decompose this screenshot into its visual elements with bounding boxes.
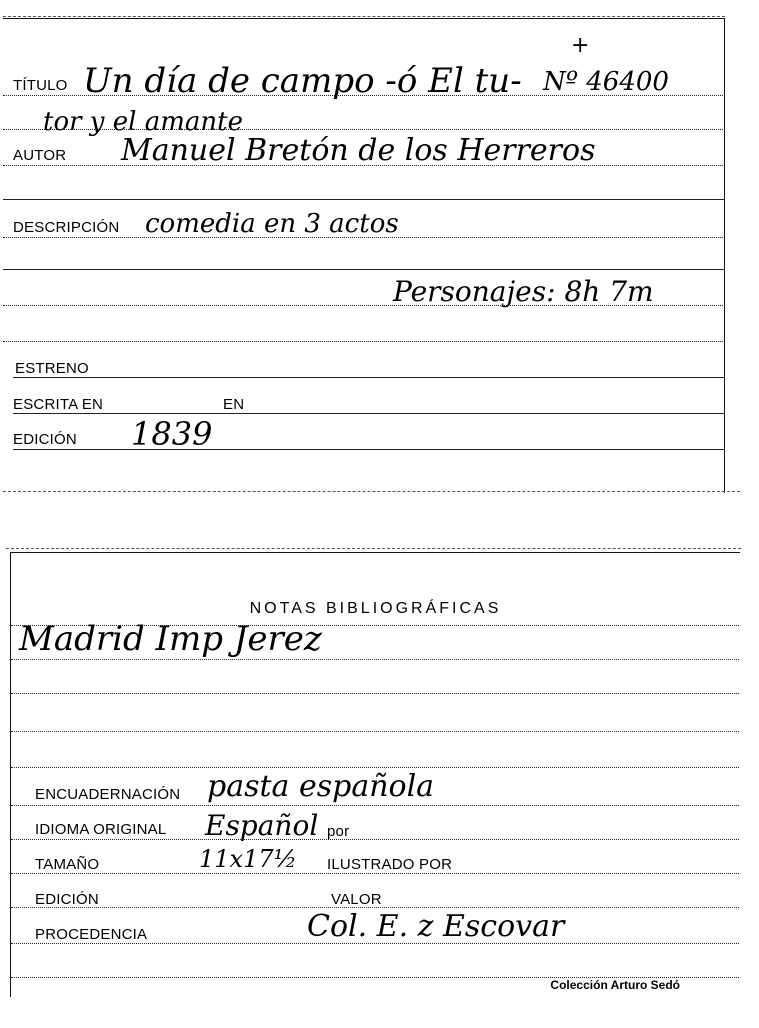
tamano-rule [11,873,739,874]
escrita-rule [13,413,725,414]
procedencia-value: Col. E. z Escovar [307,909,565,944]
autor-label: AUTOR [13,147,67,164]
encuadernacion-rule [11,805,739,806]
titulo-value-2: tor y el amante [43,107,243,137]
titulo-label: TÍTULO [13,77,68,94]
edicion-label: EDICIÓN [35,891,99,908]
valor-label: VALOR [331,891,382,908]
edicion-value: 1839 [131,415,213,453]
notas-rule-4 [11,731,739,732]
descripcion-rule [3,237,725,238]
edicion-label: EDICIÓN [13,431,77,448]
tamano-label: TAMAÑO [35,856,100,873]
card-top-edge [3,16,725,17]
autor-rule [3,165,725,166]
idioma-label: IDIOMA ORIGINAL [35,821,167,838]
collection-credit: Colección Arturo Sedó [550,978,680,992]
catalog-card-back [10,552,740,997]
estreno-label: ESTRENO [15,360,89,377]
idioma-rule [11,839,739,840]
descripcion-value: comedia en 3 actos [145,209,399,239]
catalog-card-front [3,18,725,493]
titulo-rule [3,95,725,96]
edicion-rule [13,449,725,450]
notas-rule-2 [11,659,739,660]
card-top-edge [6,548,741,549]
encuadernacion-label: ENCUADERNACIÓN [35,786,181,803]
notas-heading: NOTAS BIBLIOGRÁFICAS [249,600,502,617]
card-bottom-edge [3,491,740,492]
ilustrado-label: ILUSTRADO POR [327,856,453,873]
numero-value: Nº 46400 [543,67,669,97]
tamano-value: 11x17½ [199,845,297,873]
personajes-value: Personajes: 8h 7m [393,275,654,308]
por-label: por [327,823,350,840]
descripcion-label: DESCRIPCIÓN [13,219,120,236]
en-label: EN [223,396,245,413]
notas-rule-1 [11,625,739,626]
notas-value: Madrid Imp Jerez [19,619,322,659]
cross-mark: + [571,33,590,58]
procedencia-label: PROCEDENCIA [35,926,148,943]
edicion-rule [11,907,739,908]
escrita-label: ESCRITA EN [13,396,104,413]
blank-rule-4 [3,341,725,342]
encuadernacion-value: pasta española [207,769,435,804]
estreno-rule [13,377,725,378]
autor-value: Manuel Bretón de los Herreros [121,133,596,168]
blank-rule-2 [3,269,725,270]
titulo-value: Un día de campo -ó El tu- [83,61,522,101]
procedencia-rule [11,943,739,944]
blank-rule-1 [3,199,725,200]
notas-rule-5 [11,767,739,768]
blank-rule-3 [3,305,725,306]
idioma-value: Español [205,809,319,842]
titulo-rule-2 [3,129,725,130]
notas-rule-3 [11,693,739,694]
